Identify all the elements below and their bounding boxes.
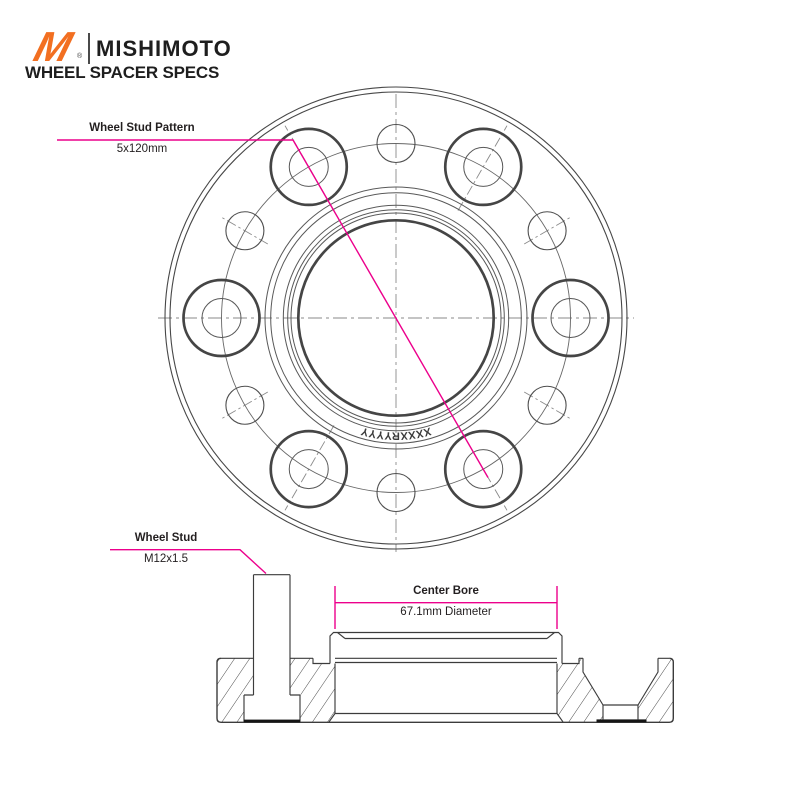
front-view xyxy=(57,87,634,552)
logo-m-glyph: M xyxy=(28,24,78,66)
brand-name: MISHIMOTO xyxy=(96,36,232,61)
countersink-seat xyxy=(597,719,647,722)
stud-head-seat xyxy=(244,720,300,723)
part-marking-text: XXXXRYYYY xyxy=(359,424,433,442)
wheel-stud-value: M12x1.5 xyxy=(143,553,189,565)
center-bore-value: 67.1mm Diameter xyxy=(400,606,492,618)
stud-pattern-label: Wheel Stud Pattern xyxy=(89,122,195,134)
center-bore-label: Center Bore xyxy=(413,585,479,597)
side-view-section xyxy=(110,550,673,723)
stud-pattern-value: 5x120mm xyxy=(116,143,168,155)
wheel-stud-label: Wheel Stud xyxy=(134,532,198,544)
registered-trademark-symbol: ® xyxy=(77,53,83,60)
section-hatch xyxy=(217,658,673,722)
sheet-title: WHEEL SPACER SPECS xyxy=(25,63,220,82)
